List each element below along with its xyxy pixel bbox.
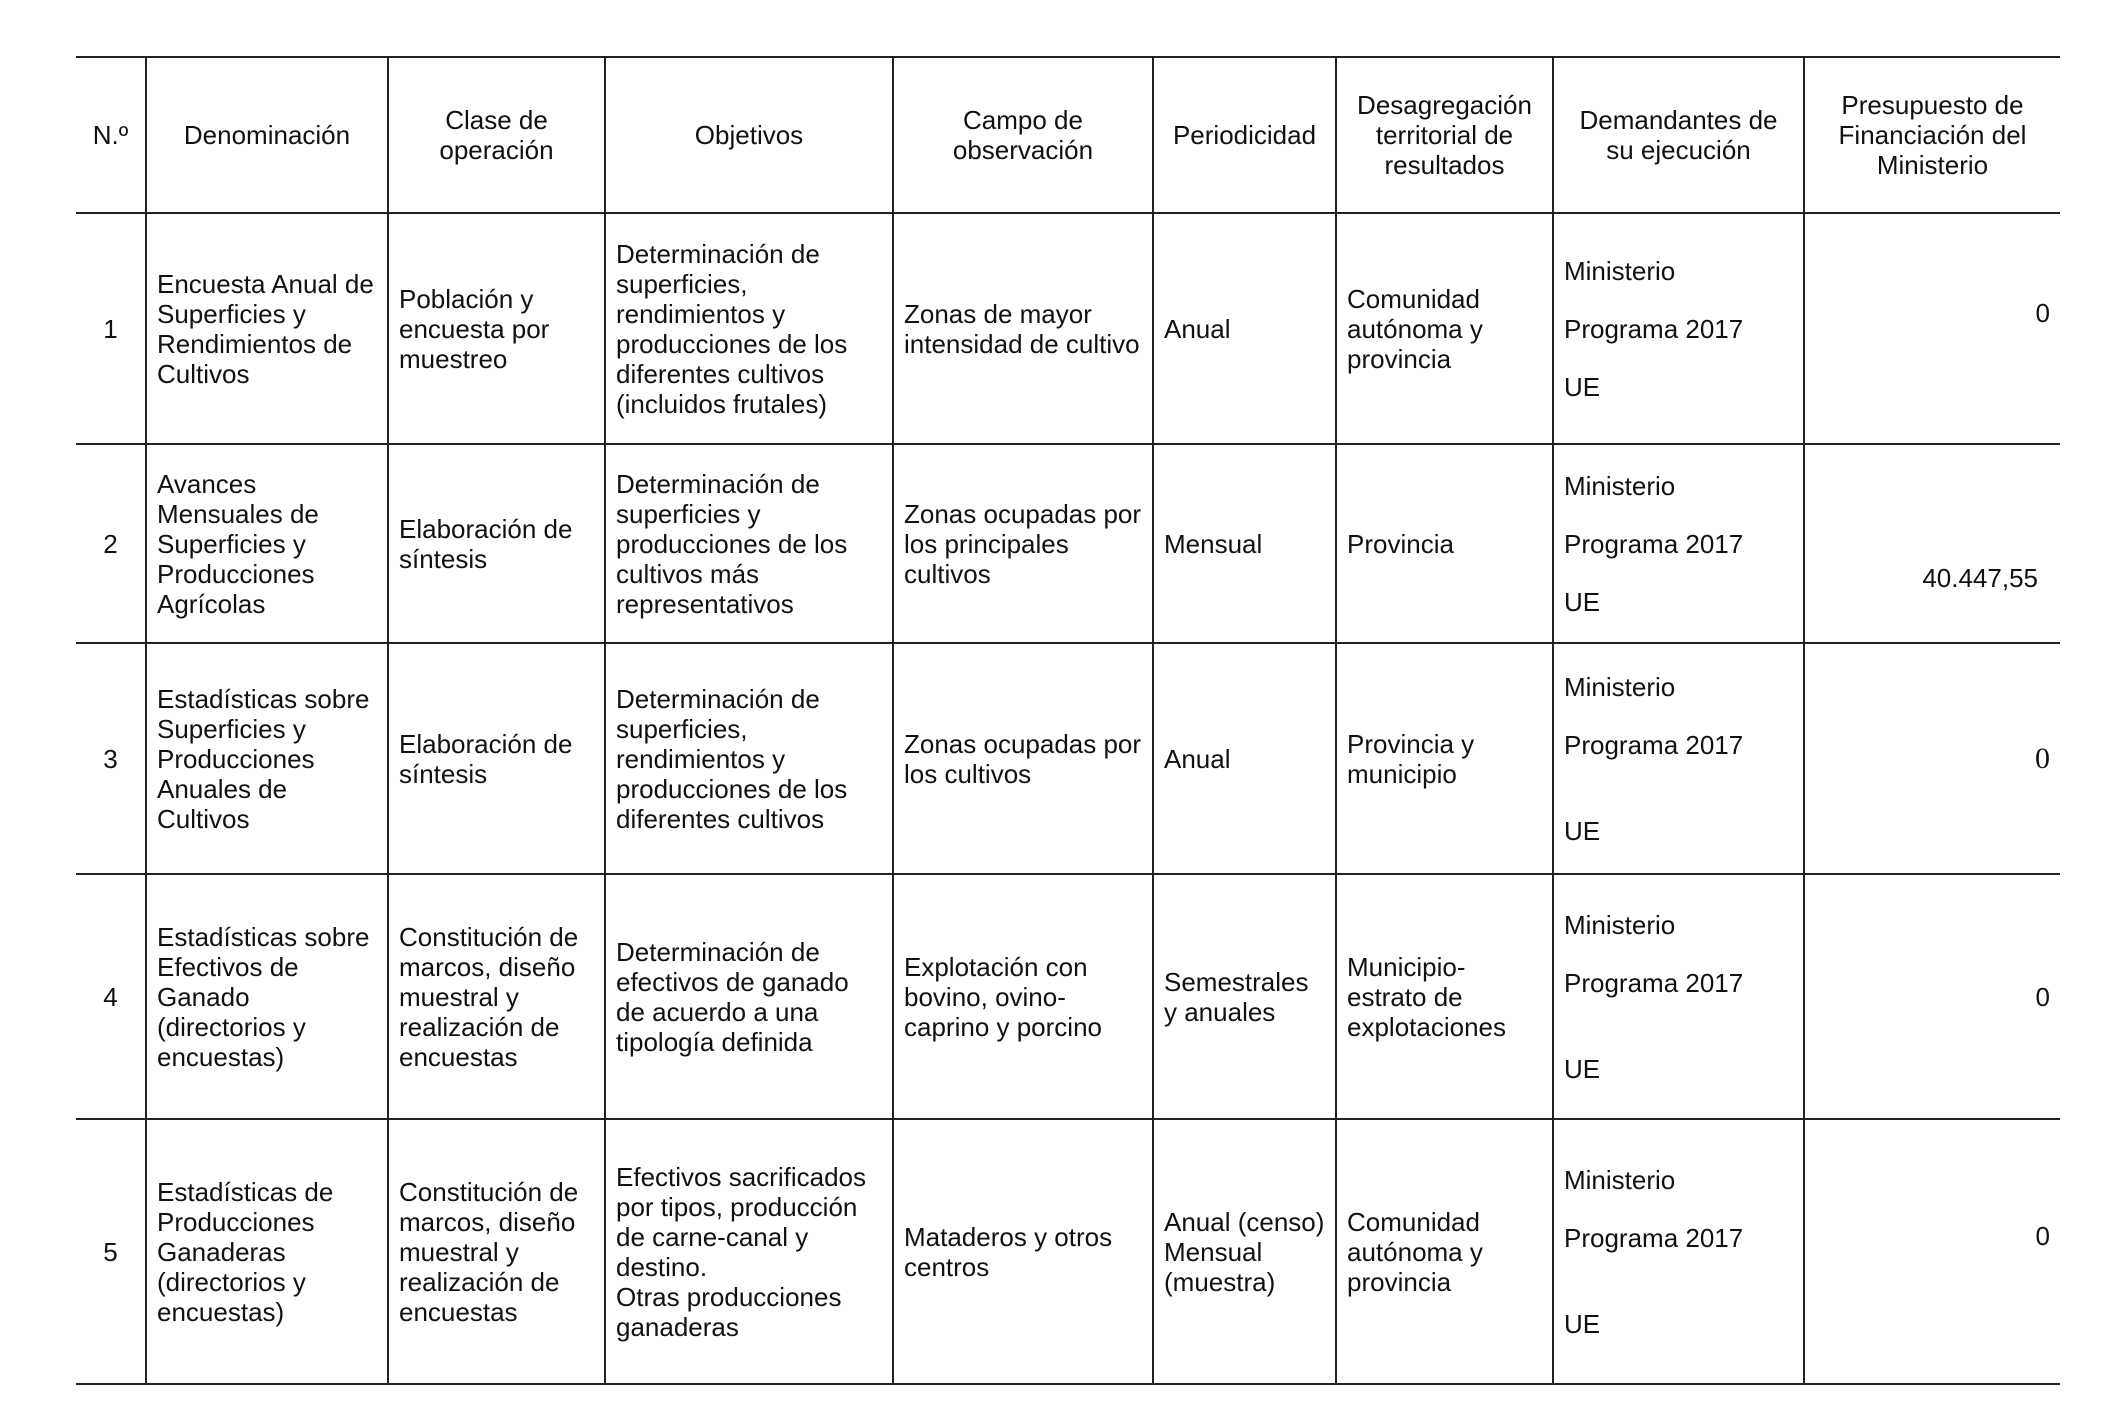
- row-num: 1: [76, 213, 146, 444]
- demandante-item: UE: [1564, 586, 1601, 617]
- demandante-item: Ministerio: [1564, 255, 1676, 286]
- row-clase: Constitución de marcos, diseño muestral y realización de encuestas: [388, 1119, 605, 1384]
- row-campo: Mataderos y otros centros: [893, 1119, 1153, 1384]
- header-objetivos: Objetivos: [605, 57, 893, 213]
- demandante-item: UE: [1564, 815, 1601, 846]
- header-clase: Clase de operación: [388, 57, 605, 213]
- row-demandantes: [1553, 643, 1804, 874]
- row-num: 5: [76, 1119, 146, 1384]
- demandante-item: Ministerio: [1564, 909, 1676, 940]
- demandante-item: UE: [1564, 1053, 1601, 1084]
- row-demandantes: [1553, 1119, 1804, 1384]
- header-periodicidad: Periodicidad: [1153, 57, 1336, 213]
- header-demandantes: Demandantes de su ejecución: [1553, 57, 1804, 213]
- demandante-item: Programa 2017: [1564, 967, 1744, 998]
- header-num: N.º: [76, 57, 146, 213]
- row-periodicidad: Semestrales y anuales: [1153, 874, 1336, 1119]
- header-denominacion: Denominación: [146, 57, 388, 213]
- row-num: 2: [76, 444, 146, 643]
- row-demandantes: [1553, 444, 1804, 643]
- row-clase: Constitución de marcos, diseño muestral y realización de encuestas: [388, 874, 605, 1119]
- row-objetivos: Determinación de superficies, rendimientos y producciones de los diferentes cultivos (incluidos frutales): [605, 213, 893, 444]
- row-denominacion: Encuesta Anual de Superficies y Rendimientos de Cultivos: [146, 213, 388, 444]
- row-clase: Elaboración de síntesis: [388, 444, 605, 643]
- demandante-item: UE: [1564, 371, 1601, 402]
- row-objetivos: [605, 1119, 893, 1384]
- demandante-item: Programa 2017: [1564, 528, 1744, 559]
- statistics-table: [76, 56, 2060, 1385]
- demandante-item: Ministerio: [1564, 1164, 1676, 1195]
- demandante-item: Programa 2017: [1564, 313, 1744, 344]
- row-presupuesto: [1804, 444, 2060, 643]
- demandante-item: Ministerio: [1564, 671, 1676, 702]
- presupuesto-value: 40.447,55: [1922, 562, 2038, 593]
- row-num: 3: [76, 643, 146, 874]
- row-periodicidad: Anual: [1153, 643, 1336, 874]
- row-demandantes: [1553, 874, 1804, 1119]
- row-desagregacion: Provincia: [1336, 444, 1553, 643]
- row-denominacion: Estadísticas de Producciones Ganaderas (directorios y encuestas): [146, 1119, 388, 1384]
- demandante-item: Ministerio: [1564, 470, 1676, 501]
- row-desagregacion: Comunidad autónoma y provincia: [1336, 213, 1553, 444]
- header-campo: Campo de observación: [893, 57, 1153, 213]
- row-periodicidad: Anual: [1153, 213, 1336, 444]
- header-row: [76, 57, 2060, 213]
- row-clase: Población y encuesta por muestreo: [388, 213, 605, 444]
- row-periodicidad: Mensual: [1153, 444, 1336, 643]
- row-desagregacion: Comunidad autónoma y provincia: [1336, 1119, 1553, 1384]
- objetivos-text: Efectivos sacrificados por tipos, producción de carne-canal y destino. Otras producciones ganaderas: [616, 1161, 866, 1342]
- row-desagregacion: Provincia y municipio: [1336, 643, 1553, 874]
- row-objetivos: Determinación de efectivos de ganado de acuerdo a una tipología definida: [605, 874, 893, 1119]
- row-presupuesto: [1804, 643, 2060, 874]
- row-campo: Zonas ocupadas por los principales cultivos: [893, 444, 1153, 643]
- table-row: [76, 1119, 2060, 1384]
- presupuesto-value: 0: [2035, 1220, 2050, 1251]
- presupuesto-value: 0: [2035, 297, 2050, 328]
- row-campo: Zonas ocupadas por los cultivos: [893, 643, 1153, 874]
- presupuesto-value: 0: [2035, 981, 2050, 1012]
- row-num: 4: [76, 874, 146, 1119]
- row-objetivos: Determinación de superficies, rendimientos y producciones de los diferentes cultivos: [605, 643, 893, 874]
- row-presupuesto: [1804, 874, 2060, 1119]
- presupuesto-value: 0: [2035, 741, 2050, 775]
- row-campo: Explotación con bovino, ovino-caprino y porcino: [893, 874, 1153, 1119]
- row-periodicidad: Anual (censo) Mensual (muestra): [1153, 1119, 1336, 1384]
- row-clase: Elaboración de síntesis: [388, 643, 605, 874]
- row-campo: Zonas de mayor intensidad de cultivo: [893, 213, 1153, 444]
- row-denominacion: Estadísticas sobre Efectivos de Ganado (directorios y encuestas): [146, 874, 388, 1119]
- row-desagregacion: Municipio-estrato de explotaciones: [1336, 874, 1553, 1119]
- row-denominacion: Avances Mensuales de Superficies y Producciones Agrícolas: [146, 444, 388, 643]
- row-presupuesto: [1804, 213, 2060, 444]
- header-desagregacion: Desagregación territorial de resultados: [1336, 57, 1553, 213]
- table-row: [76, 444, 2060, 643]
- demandante-item: UE: [1564, 1308, 1601, 1339]
- demandante-item: Programa 2017: [1564, 729, 1744, 760]
- table-row: [76, 874, 2060, 1119]
- header-presupuesto: Presupuesto de Financiación del Ministerio: [1804, 57, 2060, 213]
- row-demandantes: [1553, 213, 1804, 444]
- row-presupuesto: [1804, 1119, 2060, 1384]
- table-row: [76, 643, 2060, 874]
- row-denominacion: Estadísticas sobre Superficies y Producciones Anuales de Cultivos: [146, 643, 388, 874]
- row-objetivos: Determinación de superficies y producciones de los cultivos más representativos: [605, 444, 893, 643]
- table-row: [76, 213, 2060, 444]
- demandante-item: Programa 2017: [1564, 1222, 1744, 1253]
